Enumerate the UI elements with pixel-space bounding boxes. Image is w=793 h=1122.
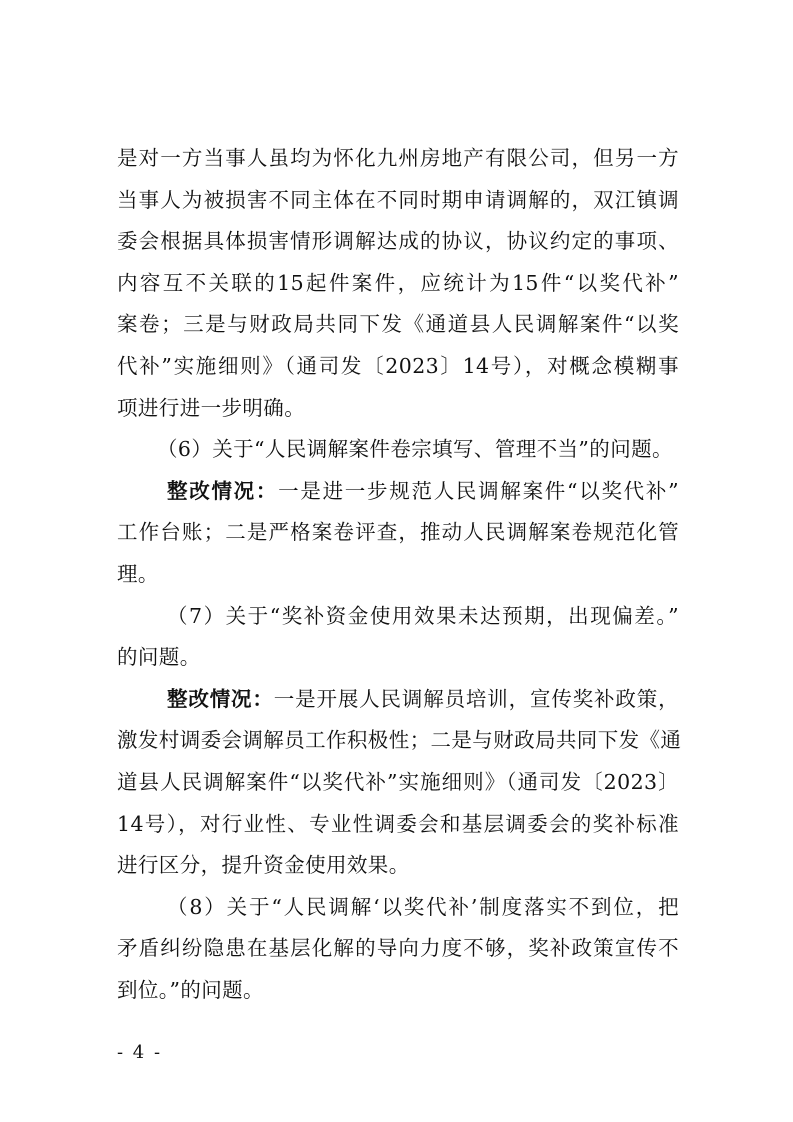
page-number: - 4 -: [117, 1042, 163, 1063]
document-page: [117, 138, 682, 1011]
text-line: 进行区分，提升资金使用效果。: [117, 853, 410, 878]
item-8: [117, 887, 679, 1012]
text-line: 道县人民调解案件“以奖代补”实施细则》（通司发〔2023〕: [117, 769, 679, 794]
text-line: 的问题。: [117, 645, 201, 670]
rectification-text: 一是进一步规范人民调解案件“以奖代补”: [278, 478, 680, 503]
text-line: 工作台账；二是严格案卷评查，推动人民调解案卷规范化管: [117, 520, 679, 545]
rectification-label: 整改情况：: [167, 478, 279, 503]
text-line: 项进行进一步明确。: [117, 395, 306, 420]
text-line: [117, 471, 679, 513]
text-line: 到位。”的问题。: [117, 977, 264, 1002]
text-line: 委会根据具体损害情形调解达成的协议，协议约定的事项、: [117, 229, 679, 254]
item-6-heading: （6）关于“人民调解案件卷宗填写、管理不当”的问题。: [157, 437, 673, 462]
text-line: 案卷；三是与财政局共同下发《通道县人民调解案件“以奖: [117, 312, 679, 337]
rectification-text: 一是开展人民调解员培训，宣传奖补政策，: [273, 686, 679, 711]
text-line: 激发村调委会调解员工作积极性；二是与财政局共同下发《通: [117, 728, 682, 753]
text-line: 是对一方当事人虽均为怀化九州房地产有限公司，但另一方: [117, 146, 679, 170]
item-8-heading: （8）关于“人民调解‘以奖代补’制度落实不到位，把: [167, 894, 679, 919]
text-line: 当事人为被损害不同主体在不同时期申请调解的，双江镇调: [117, 187, 679, 212]
paragraph-continuation: [117, 138, 679, 429]
text-line: 理。: [117, 561, 159, 586]
text-line: 矛盾纠纷隐患在基层化解的导向力度不够，奖补政策宣传不: [117, 936, 679, 961]
item-7: [117, 596, 682, 887]
item-7-heading: （7）关于“奖补资金使用效果未达预期，出现偏差。”: [167, 603, 679, 628]
text-line: 内容互不关联的15起件案件，应统计为15件“以奖代补”: [117, 270, 679, 295]
item-6: [117, 429, 679, 595]
text-line: [117, 679, 679, 721]
text-line: 代补”实施细则》（通司发〔2023〕14号），对概念模糊事: [117, 353, 679, 378]
rectification-label: 整改情况：: [167, 686, 274, 711]
text-line: 14号），对行业性、专业性调委会和基层调委会的奖补标准: [117, 811, 679, 836]
